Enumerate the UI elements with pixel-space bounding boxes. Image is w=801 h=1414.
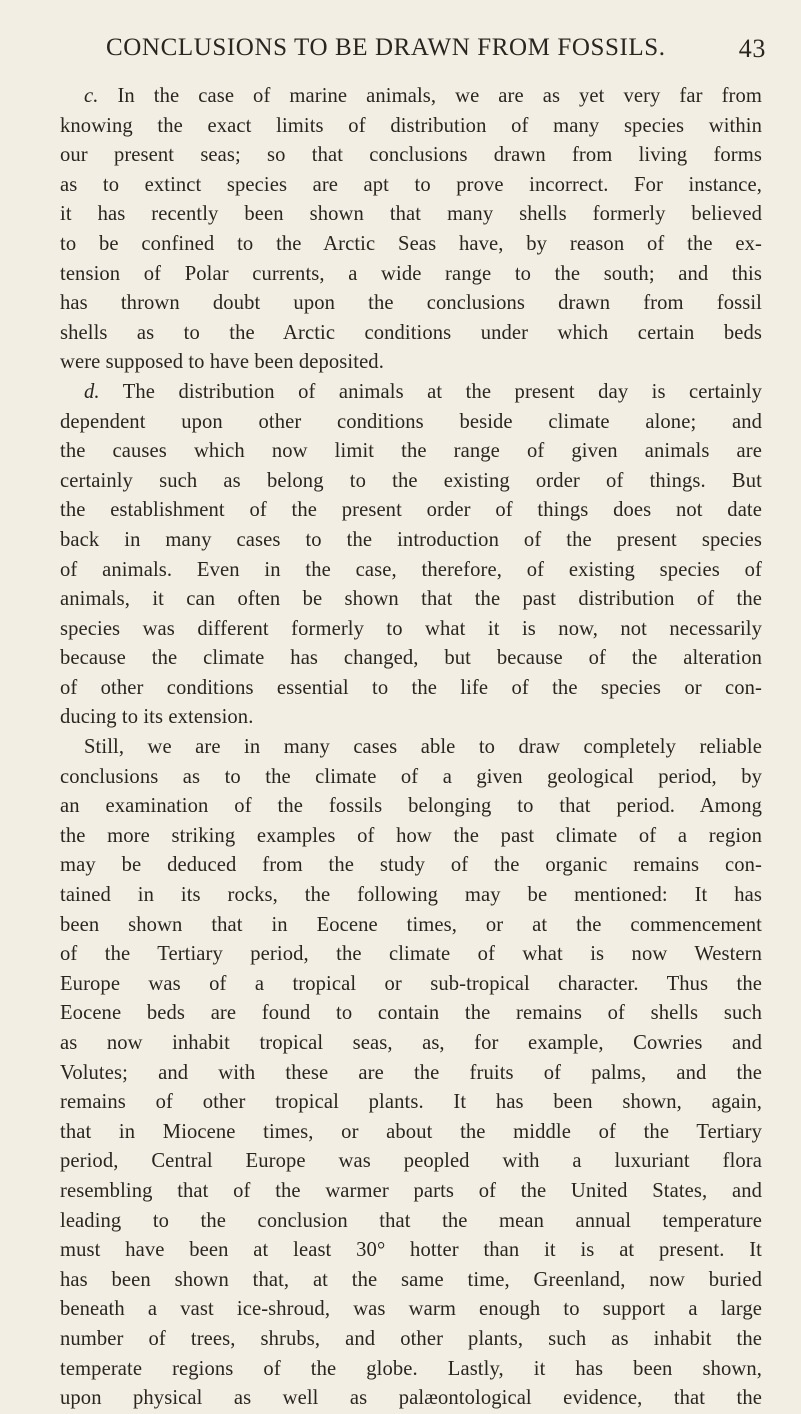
text-line: must have been at least 30° hotter than it is at present. It xyxy=(60,1239,762,1262)
text-line: our present seas; so that conclusions drawn from living forms xyxy=(60,144,762,167)
text-line: conclusions as to the climate of a given geological period, by xyxy=(60,765,762,788)
text-line: shells as to the Arctic conditions under which certain beds xyxy=(60,321,762,344)
text-line: remains of other tropical plants. It has been shown, again, xyxy=(60,1091,762,1114)
text-line: because the climate has changed, but because of the alteration xyxy=(60,647,762,670)
text-line: animals, it can often be shown that the past distribution of the xyxy=(60,588,762,611)
text-line: dependent upon other conditions beside climate alone; and xyxy=(60,410,762,433)
text-line: Volutes; and with these are the fruits of palms, and the xyxy=(60,1061,762,1084)
text-line: the establishment of the present order of things does not date xyxy=(60,499,762,522)
text-line: of the Tertiary period, the climate of what is now Western xyxy=(60,943,762,966)
text-line: an examination of the fossils belonging to that period. Among xyxy=(60,795,762,818)
paragraph-c xyxy=(60,82,762,378)
text-line: as to extinct species are apt to prove incorrect. For instance, xyxy=(60,173,762,196)
paragraph-label: c. xyxy=(84,85,99,107)
text-line: d. The distribution of animals at the present day is certainly xyxy=(84,380,762,403)
text-line: resembling that of the warmer parts of the United States, and xyxy=(60,1179,762,1202)
paragraph-d xyxy=(60,378,762,733)
text-line: were supposed to have been deposited. xyxy=(60,351,384,374)
body-text xyxy=(60,82,762,1414)
text-line: the more striking examples of how the past climate of a region xyxy=(60,824,762,847)
page-number: 43 xyxy=(738,34,766,63)
running-header xyxy=(106,34,766,70)
text-line: temperate regions of the globe. Lastly, it has been shown, xyxy=(60,1357,762,1380)
text-line: period, Central Europe was peopled with a luxuriant flora xyxy=(60,1150,762,1173)
text-line: the causes which now limit the range of given animals are xyxy=(60,440,762,463)
text-line: back in many cases to the introduction of the present species xyxy=(60,528,762,551)
text-line: been shown that in Eocene times, or at the commencement xyxy=(60,913,762,936)
text-line: beneath a vast ice-shroud, was warm enough to support a large xyxy=(60,1298,762,1321)
text-line: tension of Polar currents, a wide range to the south; and this xyxy=(60,262,762,285)
text-line: to be confined to the Arctic Seas have, by reason of the ex- xyxy=(60,232,762,255)
text-line: that in Miocene times, or about the middle of the Tertiary xyxy=(60,1120,762,1143)
text-line: tained in its rocks, the following may be mentioned: It has xyxy=(60,884,762,907)
text-line: Still, we are in many cases able to draw completely reliable xyxy=(84,736,762,759)
text-line: certainly such as belong to the existing order of things. But xyxy=(60,469,762,492)
text-line: knowing the exact limits of distribution of many species within xyxy=(60,114,762,137)
text-line: it has recently been shown that many shells formerly believed xyxy=(60,203,762,226)
text-line: species was different formerly to what it is now, not necessarily xyxy=(60,617,762,640)
text-line: leading to the conclusion that the mean annual temperature xyxy=(60,1209,762,1232)
text-line: Europe was of a tropical or sub-tropical character. Thus the xyxy=(60,972,762,995)
text-line: c. In the case of marine animals, we are as yet very far from xyxy=(84,85,762,107)
text-line: Eocene beds are found to contain the remains of shells such xyxy=(60,1002,762,1025)
text-line: upon physical as well as palæontological evidence, that the xyxy=(60,1387,762,1410)
text-line: may be deduced from the study of the organic remains con- xyxy=(60,854,762,877)
text-line: ducing to its extension. xyxy=(60,706,254,729)
running-title: CONCLUSIONS TO BE DRAWN FROM FOSSILS. xyxy=(106,34,666,61)
text-line: has thrown doubt upon the conclusions drawn from fossil xyxy=(60,292,762,315)
text-line: of animals. Even in the case, therefore, of existing species of xyxy=(60,558,762,581)
text-line: has been shown that, at the same time, Greenland, now buried xyxy=(60,1268,762,1291)
text-line: of other conditions essential to the life of the species or con- xyxy=(60,676,762,699)
text-line: number of trees, shrubs, and other plants, such as inhabit the xyxy=(60,1327,762,1350)
paragraph-climate-evidence xyxy=(60,733,762,1414)
paragraph-label: d. xyxy=(84,380,100,403)
text-line: as now inhabit tropical seas, as, for example, Cowries and xyxy=(60,1032,762,1054)
